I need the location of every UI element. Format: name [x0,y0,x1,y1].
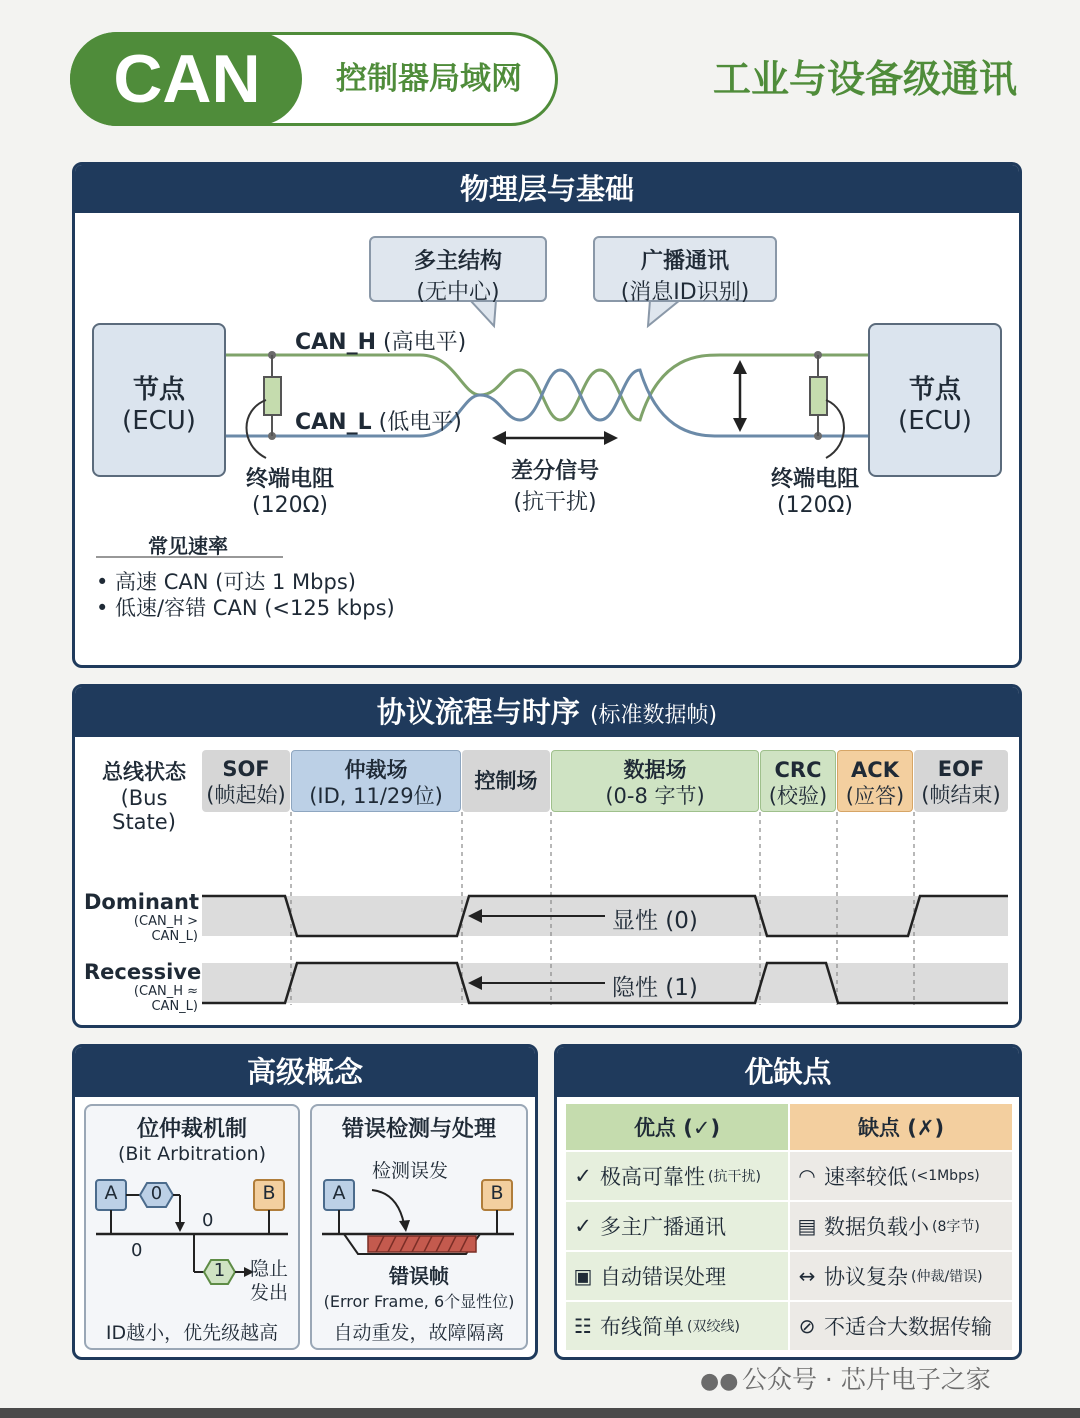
physical-layer-title: 物理层与基础 [75,165,1019,213]
cons-row: ◠ 速率较低 (<1Mbps) [790,1152,1012,1200]
check-circle-icon: ✓ [574,1214,592,1238]
can-l-label: CAN_L (低电平) [295,410,462,435]
pros-header: 优点 (✓) [566,1104,788,1150]
cons-row: ⊘ 不适合大数据传输 [790,1302,1012,1350]
node-ecu-right: 节点 (ECU) [868,323,1002,477]
pros-row: ✓ 极高可靠性 (抗干扰) [566,1152,788,1200]
frame-field-control: 控制场 [462,750,550,812]
frame-field-crc: CRC (校验) [760,750,836,812]
frame-field-data: 数据场 (0-8 字节) [551,750,759,812]
frame-field-eof: EOF (帧结束) [914,750,1008,812]
arb-bit-zero-label: 0 [150,1183,163,1204]
error-frame-bar [368,1236,476,1252]
node-ecu-left: 节点 (ECU) [92,323,226,477]
chip-icon: ▣ [573,1264,593,1288]
bottom-bar [0,1408,1080,1418]
proscons-title: 优缺点 [557,1047,1019,1097]
dominant-state: 显性 (0) [612,908,698,934]
bus-state-label: 总线状态 (Bus State) [102,760,186,834]
err-detect-label: 检测误发 [372,1160,449,1182]
arb-node-b-label: B [262,1182,276,1204]
arb-low-bit-label: 0 [131,1240,143,1261]
frame-field-sof: SOF (帧起始) [202,750,290,812]
ban-icon: ⊘ [798,1314,816,1338]
rate-item: • 高速 CAN (可达 1 Mbps) [96,570,356,594]
err-node-a-label: A [332,1182,346,1204]
protocol-title: 协议流程与时序 (标准数据帧) [75,687,1019,737]
rate-item: • 低速/容错 CAN (<125 kbps) [96,596,395,620]
frame-field-ack: ACK (应答) [837,750,913,812]
wechat-icon: ●● [700,1369,739,1394]
error-title: 错误检测与处理 [341,1117,496,1142]
recessive-state: 隐性 (1) [612,975,698,1001]
arbitration-footer: ID越小，优先级越高 [105,1322,279,1344]
watermark: ●● 公众号 · 芯片电子之家 [700,1362,1050,1398]
dominant-label: Dominant (CAN_H > CAN_L) [84,890,200,944]
pros-row: ✓ 多主广播通讯 [566,1202,788,1250]
pros-row: ☷ 布线简单 (双绞线) [566,1302,788,1350]
cons-header: 缺点 (✗) [790,1104,1012,1150]
callout-multi-master: 多主结构 (无中心) [369,236,547,302]
can-h-label: CAN_H (高电平) [295,330,467,355]
brand-subtitle: 控制器局域网 [336,61,522,97]
error-frame-label: 错误帧 (Error Frame, 6个显性位) [323,1264,515,1311]
gauge-icon: ◠ [798,1164,816,1188]
pros-row: ▣ 自动错误处理 [566,1252,788,1300]
cons-row: ↔ 协议复杂 (仲裁/错误) [790,1252,1012,1300]
differential-label: 差分信号 (抗干扰) [510,459,599,515]
terminator-right-label: 终端电阻 (120Ω) [770,467,859,518]
arb-mid-bit-label: 0 [202,1210,214,1231]
recessive-label: Recessive (CAN_H ≈ CAN_L) [84,960,202,1014]
cons-row: ▤ 数据负载小 (8字节) [790,1202,1012,1250]
page-tagline: 工业与设备级通讯 [712,57,1017,101]
proscons-table [566,1104,1012,1354]
terminator-left-label: 终端电阻 (120Ω) [245,467,334,518]
advanced-title: 高级概念 [75,1047,535,1097]
arrows-icon: ↔ [798,1264,816,1288]
network-icon: ☷ [574,1314,592,1338]
arb-bit-one-label: 1 [213,1260,226,1281]
frame-field-arbitration: 仲裁场 (ID, 11/29位) [291,750,461,812]
err-node-b-label: B [490,1182,504,1204]
arbitration-title: 位仲裁机制 (Bit Arbitration) [117,1117,267,1165]
arb-node-a-label: A [104,1182,118,1204]
check-circle-icon: ✓ [574,1164,592,1188]
arb-yield-label: 隐止 发出 [250,1258,289,1304]
brand-title: CAN [113,41,261,117]
stack-icon: ▤ [797,1214,817,1238]
rates-title: 常见速率 [148,534,228,558]
error-footer: 自动重发，故障隔离 [333,1322,505,1344]
callout-broadcast: 广播通讯 (消息ID识别) [593,236,777,302]
